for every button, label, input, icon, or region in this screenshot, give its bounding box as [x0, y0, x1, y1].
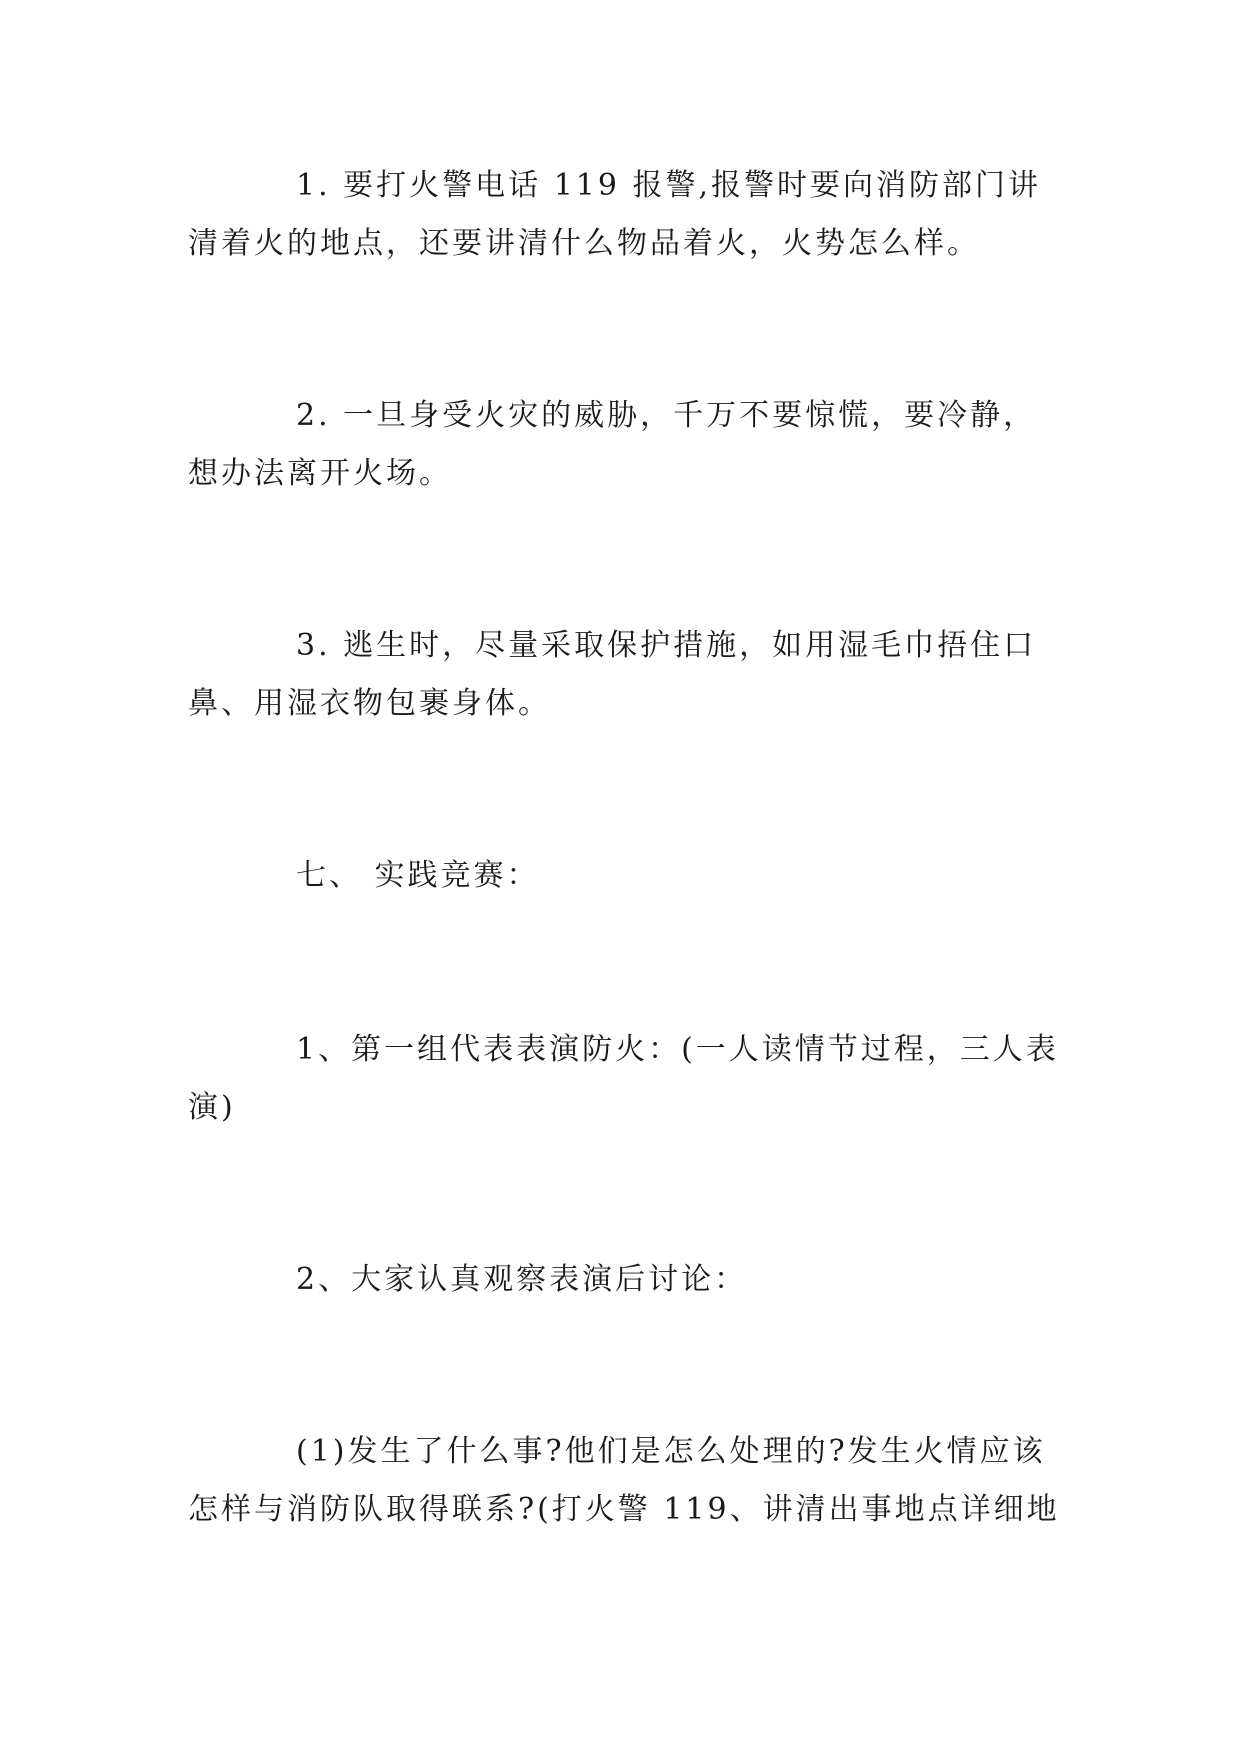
paragraph-3-line-1: 3. 逃生时，尽量采取保护措施，如用湿毛巾捂住口: [296, 628, 1037, 663]
paragraph-7-line-2: 怎样与消防队取得联系?(打火警 119、讲清出事地点详细地: [188, 1492, 1060, 1527]
paragraph-2-line-2: 想办法离开火场。: [188, 456, 452, 491]
paragraph-1-line-1: 1. 要打火警电话 119 报警,报警时要向消防部门讲: [296, 168, 1042, 203]
paragraph-7-line-1: (1)发生了什么事?他们是怎么处理的?发生火情应该: [296, 1434, 1046, 1469]
paragraph-5-line-1: 1、第一组代表表演防火：(一人读情节过程，三人表: [296, 1032, 1059, 1067]
paragraph-5-line-2: 演): [188, 1090, 236, 1125]
paragraph-3-line-2: 鼻、用湿衣物包裹身体。: [188, 686, 551, 721]
paragraph-1-line-2: 清着火的地点，还要讲清什么物品着火，火势怎么样。: [188, 226, 980, 261]
paragraph-2-line-1: 2. 一旦身受火灾的威胁，千万不要惊慌，要冷静，: [296, 398, 1037, 433]
paragraph-6-line-1: 2、大家认真观察表演后讨论：: [296, 1262, 748, 1297]
section-heading: 七、 实践竞赛：: [296, 858, 540, 893]
